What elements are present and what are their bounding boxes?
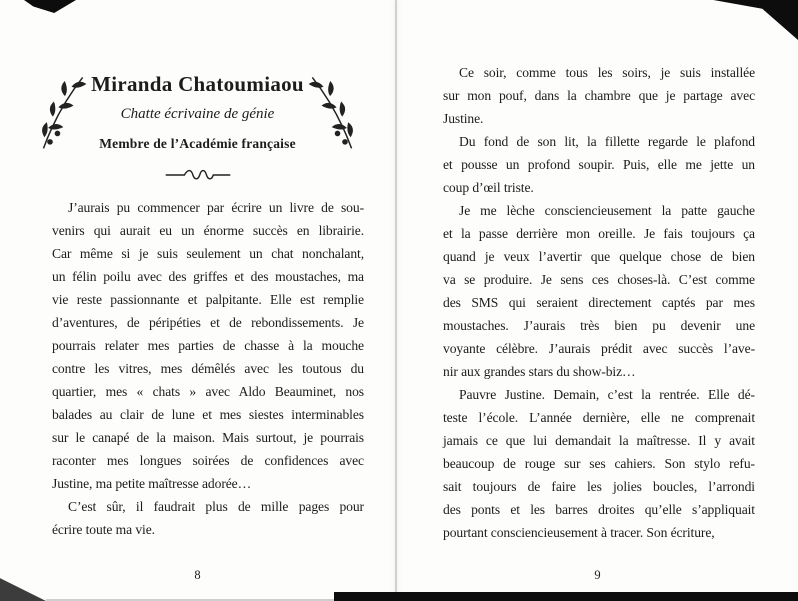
paragraph: [52, 495, 364, 541]
text-line: sur le canapé de la maison. Mais surtout, je pourrais: [52, 430, 364, 445]
text-line: sait toujours de faire les jolies boucles, l’arrondi: [443, 479, 755, 494]
page-number-right: 9: [594, 568, 601, 582]
chapter-header: [0, 72, 395, 152]
page-body: [443, 61, 755, 544]
page-title: Miranda Chatoumiaou: [91, 72, 304, 96]
text-line: Justine, ma petite maîtresse adorée…: [52, 476, 252, 491]
text-line: nir aux grandes stars du show-biz…: [443, 364, 636, 379]
text-line: raconter mes longues soirées de confidences avec: [52, 453, 364, 468]
text-line: un félin poilu avec des griffes et des moustaches, ma: [52, 269, 364, 284]
text-line: balades au clair de lune et mes siestes interminables: [52, 407, 364, 422]
text-line: jamais ce que lui demandait la maîtresse. Il y avait: [443, 433, 755, 448]
page-body: [52, 196, 364, 541]
olive-branch-right-icon: [303, 70, 359, 159]
text-line: contre les vitres, mes démêlés avec les toutous du: [52, 361, 364, 376]
text-line: Justine.: [443, 111, 484, 126]
squiggle-divider-icon: [0, 168, 395, 187]
text-line: moustaches. J’aurais très bien pu devenir une: [443, 318, 755, 333]
page-affiliation: Membre de l’Académie française: [99, 136, 296, 151]
text-line: C’est sûr, il faudrait plus de mille pages pour: [68, 499, 364, 514]
text-line: Je me lèche consciencieusement la patte gauche: [459, 203, 755, 218]
text-line: voyante célèbre. J’aurais prédit avec succès l’ave-: [443, 341, 755, 356]
text-line: quartier, mes « chats » avec Aldo Beauminet, nos: [52, 384, 364, 399]
text-line: des SMS qui seraient directement captés par mes: [443, 295, 755, 310]
paragraph: [443, 383, 755, 544]
text-line: Du fond de son lit, la fillette regarde le plafond: [459, 134, 755, 149]
text-line: J’aurais pu commencer par écrire un livre de sou-: [68, 200, 364, 215]
olive-branch-left-icon: [36, 70, 92, 159]
text-line: sur mon pouf, dans la chambre que je partage avec: [443, 88, 755, 103]
text-line: d’aventures, de péripéties et de rebondissements. Je: [52, 315, 364, 330]
text-line: pourrais relater mes parties de chasse à la mouche: [52, 338, 364, 353]
text-line: quand je veux l’avertir que quelque chose de bien: [443, 249, 755, 264]
paragraph: [443, 130, 755, 199]
paragraph: [52, 196, 364, 495]
text-line: écrire toute ma vie.: [52, 522, 155, 537]
text-line: va se produire. Je sens ces choses-là. C’est comme: [443, 272, 755, 287]
text-line: vie reste passionnante et palpitante. Elle est remplie: [52, 292, 364, 307]
paragraph: [443, 61, 755, 130]
page-number-left: 8: [194, 568, 201, 582]
page-subtitle: Chatte écrivaine de génie: [120, 106, 275, 122]
right-page: [397, 0, 798, 601]
text-line: teste l’école. L’année dernière, elle ne comprenait: [443, 410, 755, 425]
paragraph: [443, 199, 755, 383]
text-line: et la passe derrière mon oreille. Je fais toujours ça: [443, 226, 755, 241]
text-line: pourtant consciencieusement à tracer. Son écriture,: [443, 525, 715, 540]
text-line: venirs qui aurait eu un énorme succès en librairie.: [52, 223, 364, 238]
left-page: [0, 0, 395, 601]
text-line: coup d’œil triste.: [443, 180, 534, 195]
text-line: Ce soir, comme tous les soirs, je suis installée: [459, 65, 755, 80]
text-line: Pauvre Justine. Demain, c’est la rentrée. Elle dé-: [459, 387, 755, 402]
text-line: beaucoup de rouge sur ses cahiers. Son stylo refu-: [443, 456, 755, 471]
text-line: Car même si je suis seulement un chat nonchalant,: [52, 246, 364, 261]
text-line: et pousse un profond soupir. Puis, elle me jette un: [443, 157, 755, 172]
text-line: des ponts et les barres droites qu’elle s’appliquait: [443, 502, 755, 517]
